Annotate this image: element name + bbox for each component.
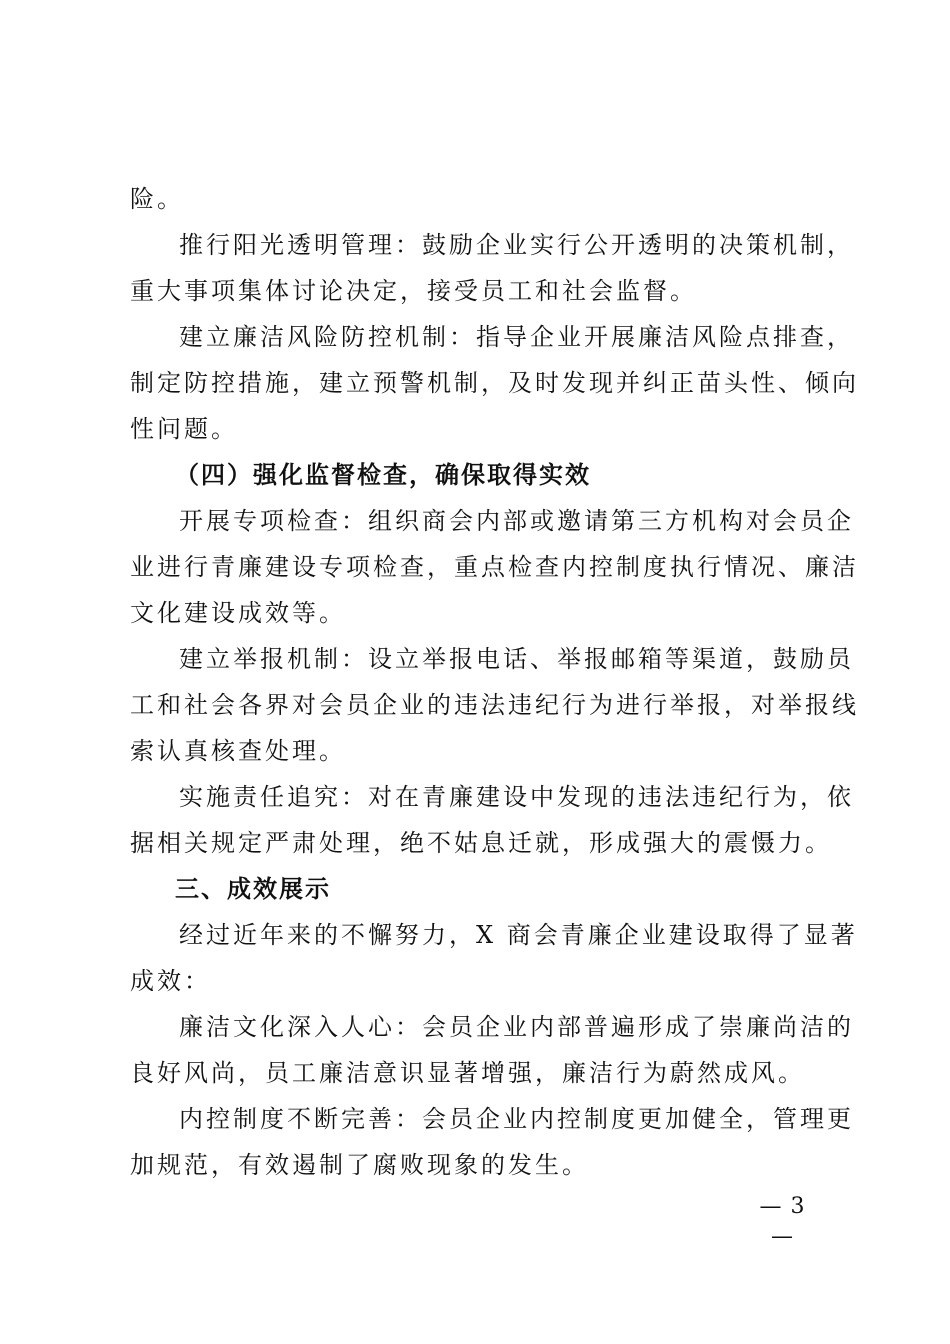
text-line: 廉洁文化深入人心：会员企业内部普遍形成了崇廉尚洁的 — [179, 1013, 854, 1041]
section-heading: 三、成效展示 — [175, 874, 331, 903]
text-line: 重大事项集体讨论决定，接受员工和社会监督。 — [130, 277, 697, 305]
text-line: 实施责任追究：对在青廉建设中发现的违法违纪行为，依 — [179, 783, 854, 811]
text-line: 据相关规定严肃处理，绝不姑息迁就，形成强大的震慑力。 — [130, 829, 832, 857]
text-line: 建立廉洁风险防控机制：指导企业开展廉洁风险点排查， — [179, 323, 854, 351]
text-line: 开展专项检查：组织商会内部或邀请第三方机构对会员企 — [179, 507, 854, 535]
text-line: 建立举报机制：设立举报电话、举报邮箱等渠道，鼓励员 — [179, 645, 854, 673]
text-line: 良好风尚，员工廉洁意识显著增强，廉洁行为蔚然成风。 — [130, 1059, 805, 1087]
text-line: 工和社会各界对会员企业的违法违纪行为进行举报，对举报线 — [130, 691, 859, 719]
text-line: 制定防控措施，建立预警机制，及时发现并纠正苗头性、倾向 — [130, 369, 859, 397]
text-line: 文化建设成效等。 — [130, 599, 346, 627]
text-line: 加规范，有效遏制了腐败现象的发生。 — [130, 1151, 589, 1179]
text-line: 业进行青廉建设专项检查，重点检查内控制度执行情况、廉洁 — [130, 553, 859, 581]
text-line: 推行阳光透明管理：鼓励企业实行公开透明的决策机制， — [179, 231, 854, 259]
text-line: 经过近年来的不懈努力，X 商会青廉企业建设取得了显著 — [179, 921, 858, 949]
text-line: 内控制度不断完善：会员企业内控制度更加健全，管理更 — [179, 1105, 854, 1133]
page-number: — 3 — — [759, 1194, 806, 1249]
section-heading: （四）强化监督检查，确保取得实效 — [175, 460, 591, 489]
text-line: 成效： — [130, 967, 211, 995]
text-line: 索认真核查处理。 — [130, 737, 346, 765]
text-line: 险。 — [130, 185, 184, 213]
text-line: 性问题。 — [130, 415, 238, 443]
